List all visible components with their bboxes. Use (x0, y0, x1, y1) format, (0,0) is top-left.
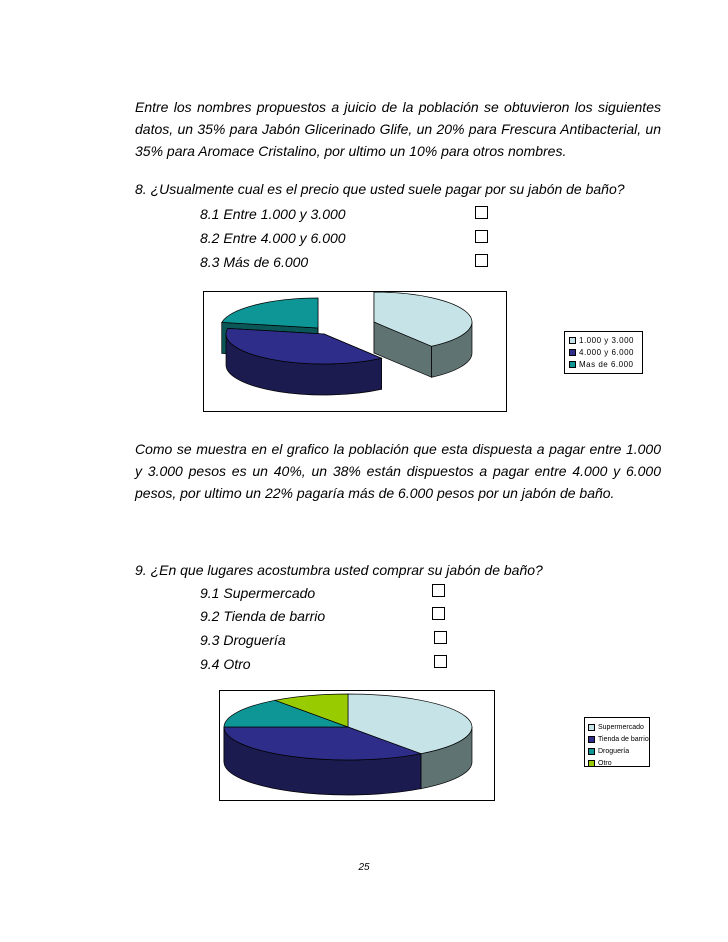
legend-price (564, 331, 643, 374)
option-9-1: 9.1 Supermercado (200, 585, 316, 601)
checkbox-9-2[interactable] (432, 607, 445, 620)
legend-swatch (569, 361, 576, 368)
legend-swatch (569, 337, 576, 344)
legend-label: Otro (598, 759, 612, 767)
legend-item (569, 358, 642, 370)
question-9: 9. ¿En que lugares acostumbra usted comprar su jabón de baño? (135, 562, 543, 578)
chart-price (203, 291, 507, 412)
legend-label: 4.000 y 6.000 (579, 347, 634, 357)
legend-item (569, 334, 642, 346)
legend-label: Supermercado (598, 723, 644, 731)
legend-places (584, 717, 650, 767)
chart-places-plot (220, 691, 494, 800)
chart-price-plot (204, 292, 506, 411)
legend-swatch (569, 349, 576, 356)
checkbox-9-4[interactable] (434, 655, 447, 668)
legend-item (569, 346, 642, 358)
option-8-3: 8.3 Más de 6.000 (200, 254, 309, 270)
option-9-3: 9.3 Droguería (200, 632, 286, 648)
analysis-paragraph-8: Como se muestra en el grafico la población que esta dispuesta a pagar entre 1.000 y 3.000 pesos es un 40%, un 38% están dispuestos a pagar entre 4.000 y 6.000 pesos, por ultimo un 22% pagaría más de 6.000 pesos por un jabón de baño. (135, 441, 661, 501)
legend-item (588, 745, 649, 757)
legend-swatch (588, 760, 595, 767)
option-9-4: 9.4 Otro (200, 656, 251, 672)
chart-places (219, 690, 495, 801)
legend-label: Droguería (598, 747, 630, 755)
question-8: 8. ¿Usualmente cual es el precio que usted suele pagar por su jabón de baño? (135, 181, 625, 197)
legend-item (588, 757, 649, 769)
checkbox-8-1[interactable] (475, 206, 488, 219)
slice-mas-de-6-000 (222, 298, 318, 328)
option-8-1: 8.1 Entre 1.000 y 3.000 (200, 206, 346, 222)
option-8-2: 8.2 Entre 4.000 y 6.000 (200, 230, 346, 246)
checkbox-8-2[interactable] (475, 230, 488, 243)
checkbox-8-3[interactable] (475, 254, 488, 267)
legend-label: Mas de 6.000 (579, 359, 634, 369)
page-number: 25 (358, 862, 370, 873)
checkbox-9-3[interactable] (434, 631, 447, 644)
legend-swatch (588, 724, 595, 731)
legend-item (588, 733, 649, 745)
legend-label: 1.000 y 3.000 (579, 335, 634, 345)
legend-label: Tienda de barrio (598, 735, 649, 743)
option-9-2: 9.2 Tienda de barrio (200, 608, 326, 624)
legend-item (588, 721, 649, 733)
legend-swatch (588, 736, 595, 743)
checkbox-9-1[interactable] (432, 584, 445, 597)
legend-swatch (588, 748, 595, 755)
intro-paragraph: Entre los nombres propuestos a juicio de la población se obtuvieron los siguientes datos, un 35% para Jabón Glicerinado Glife, un 20% para Frescura Antibacterial, un 35% para Aromace Cristalino, por ultimo un 10% para otros nombres. (135, 99, 661, 159)
